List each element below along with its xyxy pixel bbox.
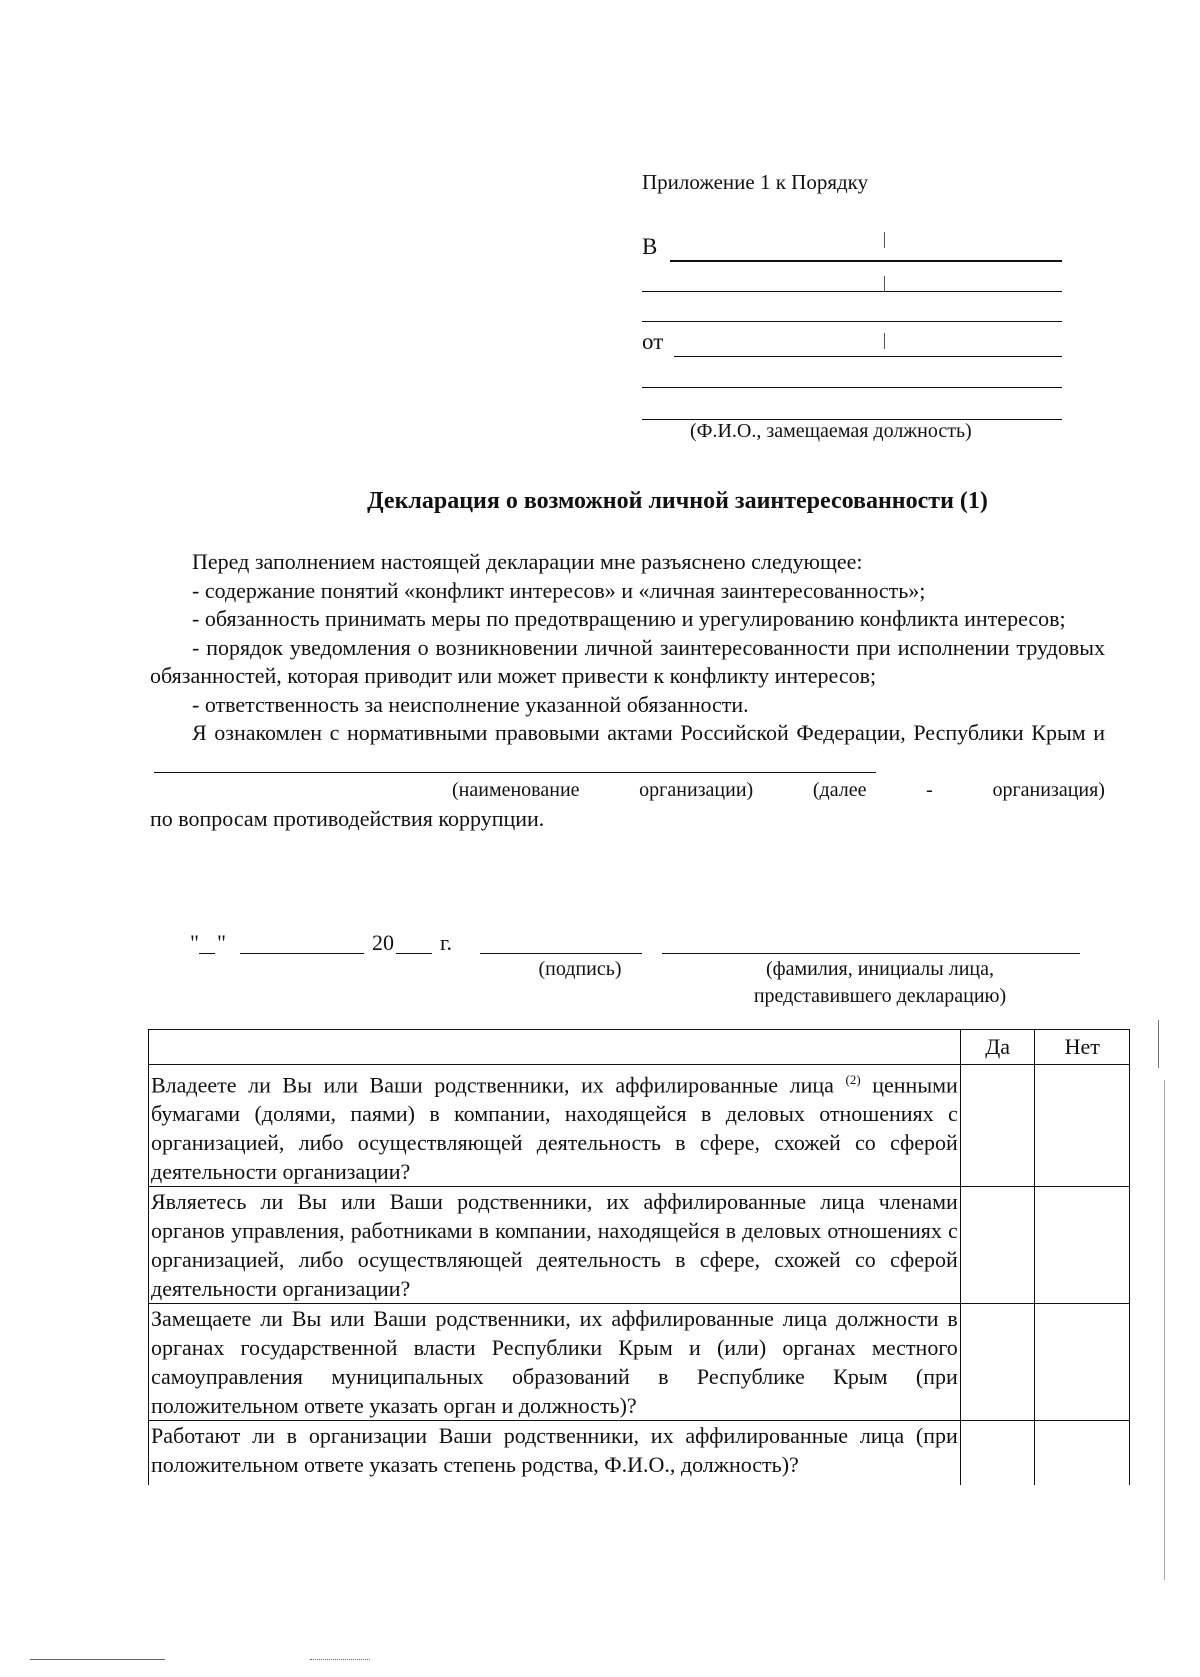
explained-item-4: - ответственность за неисполнение указанной обязанности. bbox=[192, 691, 749, 717]
scan-edge-mark bbox=[1164, 1080, 1165, 1580]
table-row bbox=[149, 1421, 1130, 1486]
no-answer-cell[interactable] bbox=[1035, 1187, 1130, 1304]
addressee-line-2 bbox=[642, 262, 1062, 292]
signature-field[interactable] bbox=[480, 953, 642, 954]
org-hint-part: организация) bbox=[992, 779, 1105, 801]
ack-text: Я ознакомлен с нормативными правовыми актами Российской Федерации, Республики Крым и bbox=[192, 720, 1105, 745]
question-cell: Замещаете ли Вы или Ваши родственники, их аффилированные лица должности в органах государственной власти Республики Крым и (или) органах местного самоуправления муниципальных образований в Республике Крым (при положительном ответе указать орган и должность)? bbox=[149, 1304, 961, 1421]
table-header-row bbox=[149, 1030, 1130, 1065]
explained-item-2: - обязанность принимать меры по предотвращению и урегулированию конфликта интересов; bbox=[192, 606, 1066, 631]
org-hint-part: - bbox=[926, 779, 933, 801]
question-cell: Являетесь ли Вы или Ваши родственники, их аффилированные лица членами органов управления, работниками в компании, находящейся в деловых отношениях с организацией, либо осуществляющей деятельность в сфере, схожей со сферой деятельности организации? bbox=[149, 1187, 961, 1304]
footnote-ref: (2) bbox=[845, 1072, 861, 1087]
organization-name-field[interactable] bbox=[154, 750, 876, 773]
declaration-body bbox=[150, 548, 1105, 833]
scan-footer-mark bbox=[310, 1659, 370, 1660]
from-line-3 bbox=[642, 390, 1062, 420]
declaration-table bbox=[148, 1029, 1130, 1485]
intro-paragraph: Перед заполнением настоящей декларации мне разъяснено следующее: bbox=[192, 549, 863, 574]
explained-item-3: - порядок уведомления о возникновении личной заинтересованности при исполнении трудовых обязанностей, которая приводит или может привести к конфликту интересов; bbox=[150, 634, 1105, 688]
organization-hint bbox=[150, 776, 1105, 805]
scan-footer-mark bbox=[30, 1659, 165, 1660]
from-rule bbox=[642, 387, 1062, 388]
question-text: ценными бумагами (долями, паями) в компании, находящейся в деловых отношениях с организацией, либо осуществляющей деятельность в сфере, схожей со сферой деятельности организации? bbox=[151, 1072, 958, 1185]
year-prefix: 20 bbox=[372, 930, 394, 955]
table-row bbox=[149, 1304, 1130, 1421]
from-rule bbox=[674, 356, 1062, 357]
month-field[interactable] bbox=[240, 953, 364, 954]
name-field[interactable] bbox=[662, 953, 1080, 954]
year-suffix: г. bbox=[440, 930, 453, 955]
appendix-label: Приложение 1 к Порядку bbox=[642, 170, 869, 194]
scan-edge-mark bbox=[1158, 1020, 1159, 1068]
document-title: Декларация о возможной личной заинтересованности (1) bbox=[367, 488, 988, 514]
org-hint-part: (наименование bbox=[452, 779, 580, 801]
name-hint-1: (фамилия, инициалы лица, bbox=[766, 958, 994, 980]
question-cell bbox=[149, 1065, 961, 1187]
scan-tick bbox=[884, 276, 885, 292]
table-row bbox=[149, 1187, 1130, 1304]
org-hint-part: (далее bbox=[812, 779, 867, 801]
yes-header: Да bbox=[960, 1030, 1035, 1065]
table-row bbox=[149, 1065, 1130, 1187]
addressee-rule bbox=[642, 321, 1062, 322]
quote-open: " bbox=[190, 930, 199, 955]
scan-tick bbox=[884, 333, 885, 349]
addressee-line-1 bbox=[642, 232, 1062, 262]
day-field[interactable] bbox=[199, 953, 215, 954]
no-answer-cell[interactable] bbox=[1035, 1304, 1130, 1421]
to-prefix: В bbox=[642, 234, 658, 259]
acknowledgement-paragraph bbox=[150, 719, 1105, 776]
yes-answer-cell[interactable] bbox=[960, 1421, 1035, 1486]
from-prefix: от bbox=[642, 329, 664, 354]
quote-close: " bbox=[217, 930, 226, 955]
scan-tick bbox=[884, 232, 885, 248]
question-cell: Работают ли в организации Ваши родственники, их аффилированные лица (при положительном ответе указать степень родства, Ф.И.О., должность)? bbox=[149, 1421, 961, 1486]
year-field[interactable] bbox=[396, 953, 432, 954]
name-hint-2: представившего декларацию) bbox=[753, 985, 1007, 1007]
no-answer-cell[interactable] bbox=[1035, 1421, 1130, 1486]
explained-item-1: - содержание понятий «конфликт интересов» и «личная заинтересованность»; bbox=[192, 577, 926, 603]
yes-answer-cell[interactable] bbox=[960, 1304, 1035, 1421]
question-text: Владеете ли Вы или Ваши родственники, их аффилированные лица bbox=[151, 1072, 834, 1098]
from-line-1 bbox=[642, 327, 1062, 357]
from-line-2 bbox=[642, 358, 1062, 388]
no-header: Нет bbox=[1035, 1030, 1130, 1065]
ack-end: по вопросам противодействия коррупции. bbox=[150, 805, 545, 831]
addressee-line-3 bbox=[642, 292, 1062, 322]
signature-hint: (подпись) bbox=[538, 958, 622, 980]
no-answer-cell[interactable] bbox=[1035, 1065, 1130, 1187]
yes-answer-cell[interactable] bbox=[960, 1065, 1035, 1187]
yes-answer-cell[interactable] bbox=[960, 1187, 1035, 1304]
fio-hint: (Ф.И.О., замещаемая должность) bbox=[690, 420, 972, 442]
question-header bbox=[149, 1030, 961, 1065]
org-hint-part: организации) bbox=[639, 779, 754, 801]
